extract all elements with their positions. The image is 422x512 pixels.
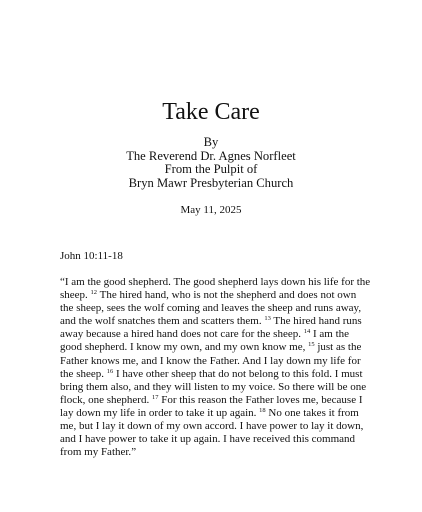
byline-author: The Reverend Dr. Agnes Norfleet [126, 148, 296, 163]
verse-number: 12 [90, 289, 98, 297]
verse-text: For this reason the Father loves me, because I lay down my life in order to take it up again. [60, 393, 363, 419]
byline-church: Bryn Mawr Presbyterian Church [128, 175, 294, 190]
verse-text: The hired hand, who is not the shepherd and does not own the sheep, sees the wolf coming and leaves the sheep and runs away, and the wolf snatches them and scatters them. [60, 289, 362, 328]
verse-number: 13 [264, 315, 271, 323]
byline [0, 136, 422, 190]
verse-text: just as the Father knows me, and I know the Father. And I lay down my life for the sheep. [60, 341, 362, 380]
verse-text: No one takes it from me, but I lay it down of my own accord. I have power to lay it down, and I have power to take it up again. I have received this command from my Father. [60, 406, 364, 459]
open-quote: “ [60, 276, 65, 288]
sermon-title: Take Care [162, 99, 260, 125]
scripture-reference: John 10:11-18 [60, 250, 123, 262]
verse-text: The hired hand runs away because a hired hand does not care for the sheep. [60, 315, 362, 341]
verse-number: 16 [106, 367, 114, 375]
verse-text: I have other sheep that do not belong to this fold. I must bring them also, and they will listen to my voice. So there will be one flock, one shepherd. [60, 367, 367, 406]
verse-number: 14 [303, 328, 311, 336]
byline-from: From the Pulpit of [164, 162, 258, 176]
verse-number: 18 [259, 406, 266, 414]
verse-number: 17 [151, 393, 159, 401]
verse-text: I am the good shepherd. The good shepherd lays down his life for the sheep. [60, 276, 371, 302]
verse-number: 15 [308, 341, 315, 349]
close-quote: ” [131, 446, 137, 459]
byline-by: By [203, 135, 219, 149]
sermon-date: May 11, 2025 [180, 204, 242, 216]
verse-text: I am the good shepherd. I know my own, and my own know me, [60, 328, 350, 354]
scripture-passage [60, 276, 372, 459]
